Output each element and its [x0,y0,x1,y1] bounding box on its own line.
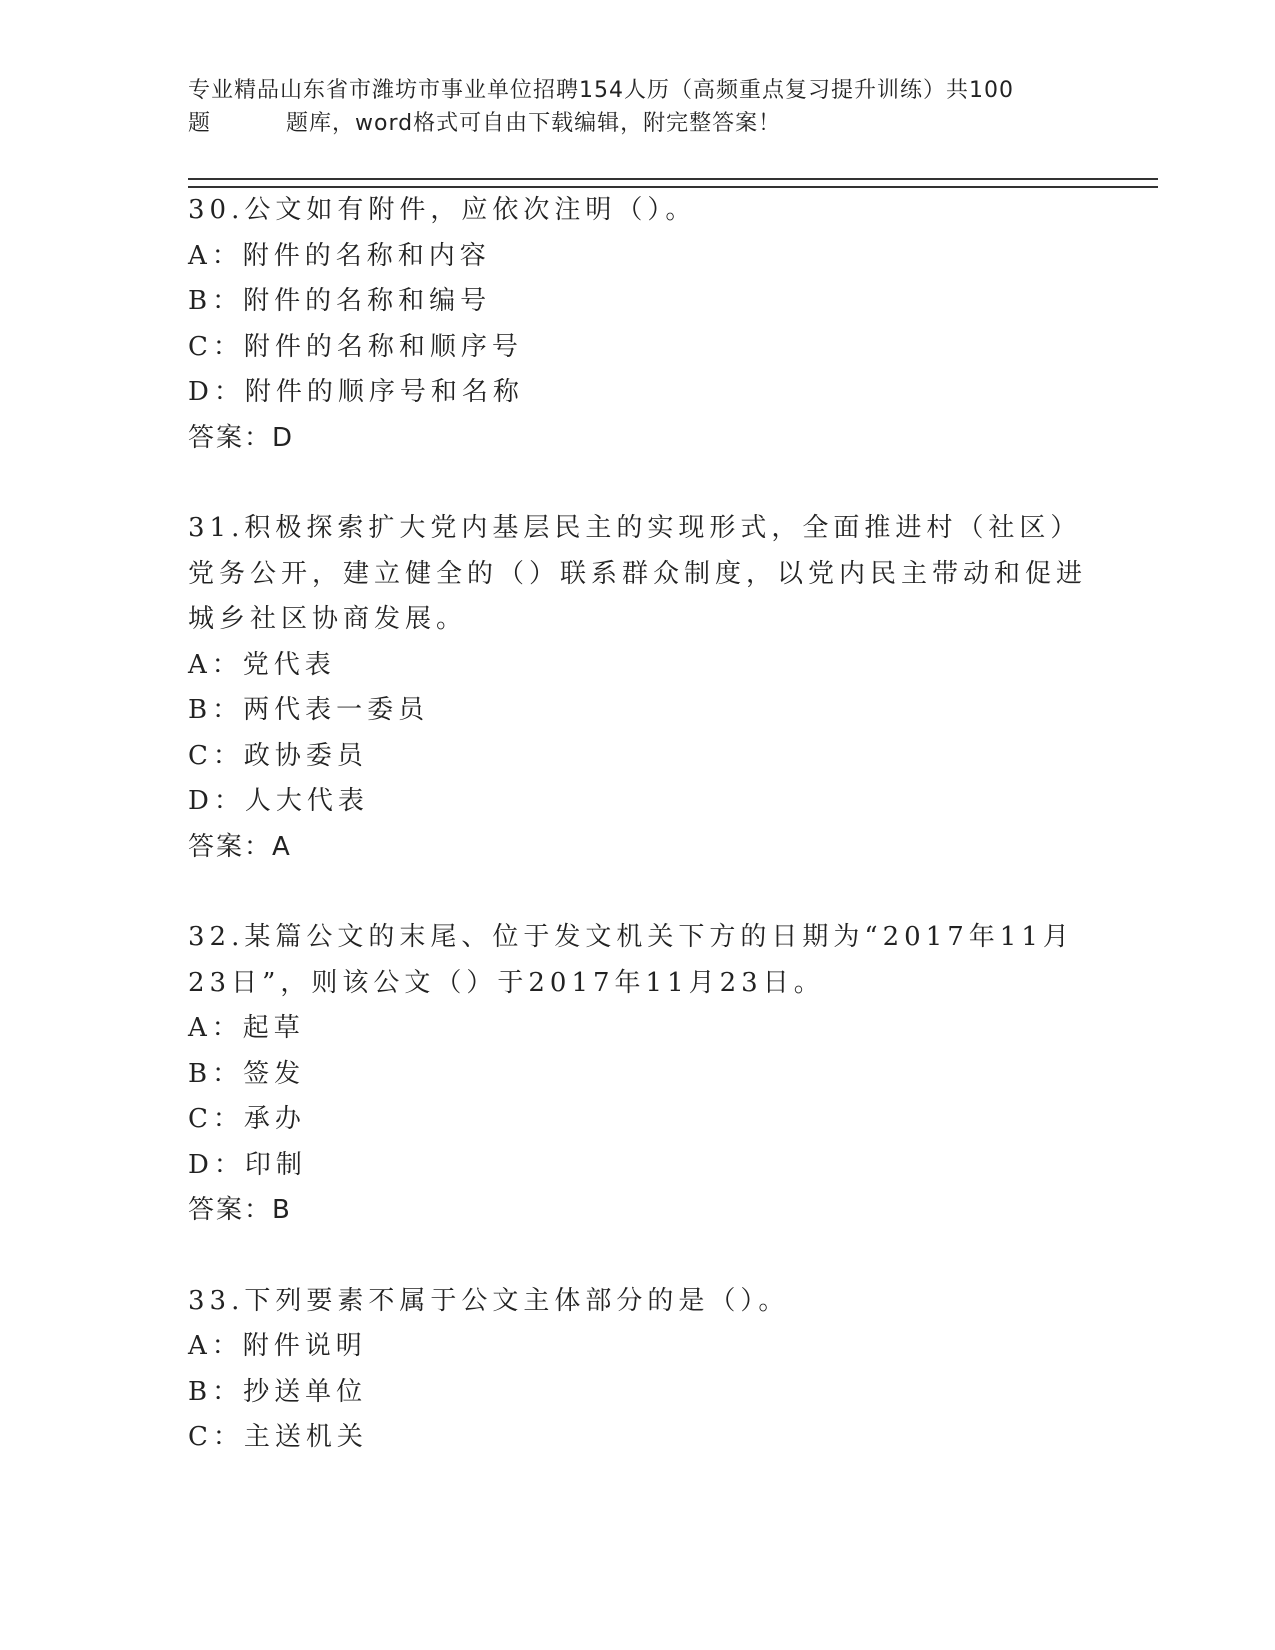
option-b: B：两代表一委员 [188,695,430,725]
option-a: A：党代表 [188,649,336,680]
option-a: A：附件的名称和内容 [188,240,491,271]
option-c: C：政协委员 [188,740,368,771]
question-stem: 32.某篇公文的末尾、位于发文机关下方的日期为“2017年11月23日”，则该公文（）于2017年11月23日。 [188,922,1074,998]
option-c: C：主送机关 [188,1422,368,1452]
header-title-line2 [188,107,1088,140]
header-title-line1: 专业精品山东省市潍坊市事业单位招聘154人历（高频重点复习提升训练）共100 [188,78,1014,103]
option-a: A：附件说明 [188,1331,367,1361]
header-divider [188,178,1158,188]
option-b: B：抄送单位 [188,1376,368,1407]
option-c: C：承办 [188,1104,306,1134]
question-30 [188,188,1088,461]
option-c: C：附件的名称和顺序号 [188,331,523,362]
answer-line: 答案：B [188,1195,292,1225]
question-stem: 33.下列要素不属于公文主体部分的是（）。 [188,1285,790,1316]
answer-line: 答案：A [188,831,292,862]
question-33 [188,1279,1088,1461]
option-b: B：附件的名称和编号 [188,286,492,316]
option-d: D：印制 [188,1149,307,1180]
question-spacer [188,870,1088,915]
option-d: D：人大代表 [188,786,369,816]
question-31 [188,506,1088,870]
question-spacer [188,461,1088,506]
page-header [188,74,1088,140]
question-stem: 31.积极探索扩大党内基层民主的实现形式，全面推进村（社区）党务公开，建立健全的（）联系群众制度，以党内民主带动和促进城乡社区协商发展。 [188,513,1088,634]
option-b: B：签发 [188,1058,306,1089]
question-spacer [188,1234,1088,1279]
option-d: D：附件的顺序号和名称 [188,377,524,407]
question-32 [188,915,1088,1234]
question-stem: 30.公文如有附件，应依次注明（）。 [188,195,697,225]
option-a: A：起草 [188,1013,305,1043]
question-list [188,188,1088,1461]
header-line2-right: 题库，word格式可自由下载编辑，附完整答案！ [286,111,782,136]
answer-line: 答案：D [188,422,295,453]
header-line2-left: 题 [188,111,212,136]
